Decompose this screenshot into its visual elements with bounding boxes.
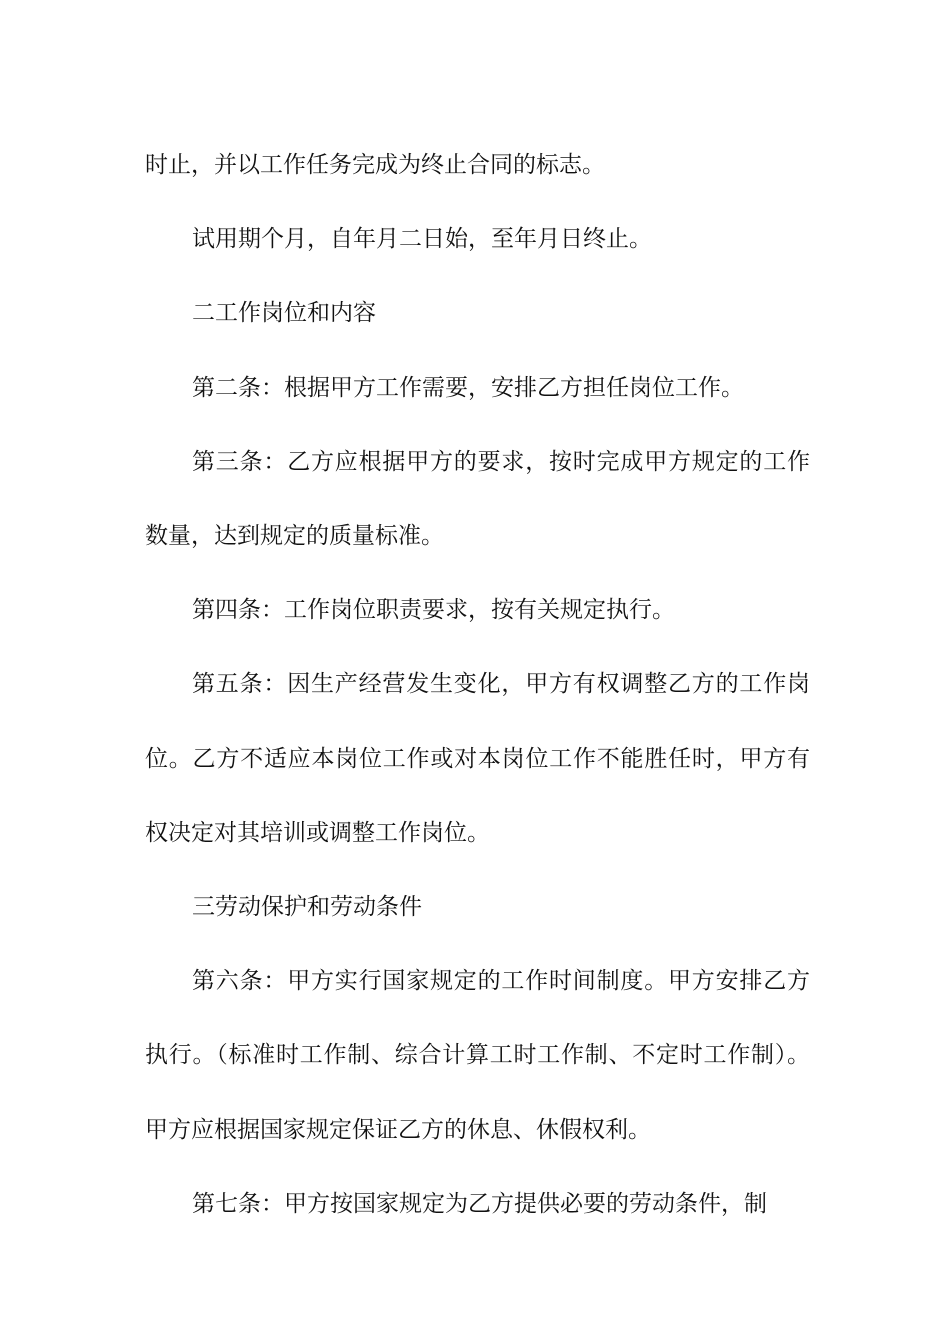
paragraph-article-2: 第二条：根据甲方工作需要，安排乙方担任岗位工作。 — [192, 374, 744, 401]
paragraph-probation-period: 试用期个月，自年月二日始，至年月日终止。 — [192, 226, 652, 253]
paragraph-article-4: 第四条：工作岗位职责要求，按有关规定执行。 — [192, 597, 675, 624]
paragraph-article-6: 第六条：甲方实行国家规定的工作时间制度。甲方安排乙方执行。（标准时工作制、综合计算工时工作制、不定时工作制）。甲方应根据国家规定保证乙方的休息、休假权利。 — [145, 968, 810, 1143]
paragraph-article-7: 第七条：甲方按国家规定为乙方提供必要的劳动条件，制 — [192, 1190, 767, 1217]
paragraph-contract-end: 时止，并以工作任务完成为终止合同的标志。 — [145, 152, 605, 178]
paragraph-article-5: 第五条：因生产经营发生变化，甲方有权调整乙方的工作岗位。乙方不适应本岗位工作或对本岗位工作不能胜任时，甲方有权决定对其培训或调整工作岗位。 — [145, 671, 810, 846]
section-heading-job-position: 二工作岗位和内容 — [192, 300, 376, 327]
paragraph-article-3: 第三条：乙方应根据甲方的要求，按时完成甲方规定的工作数量，达到规定的质量标准。 — [145, 448, 810, 550]
document-body — [145, 128, 810, 1241]
section-heading-labor-protection: 三劳动保护和劳动条件 — [192, 894, 422, 921]
